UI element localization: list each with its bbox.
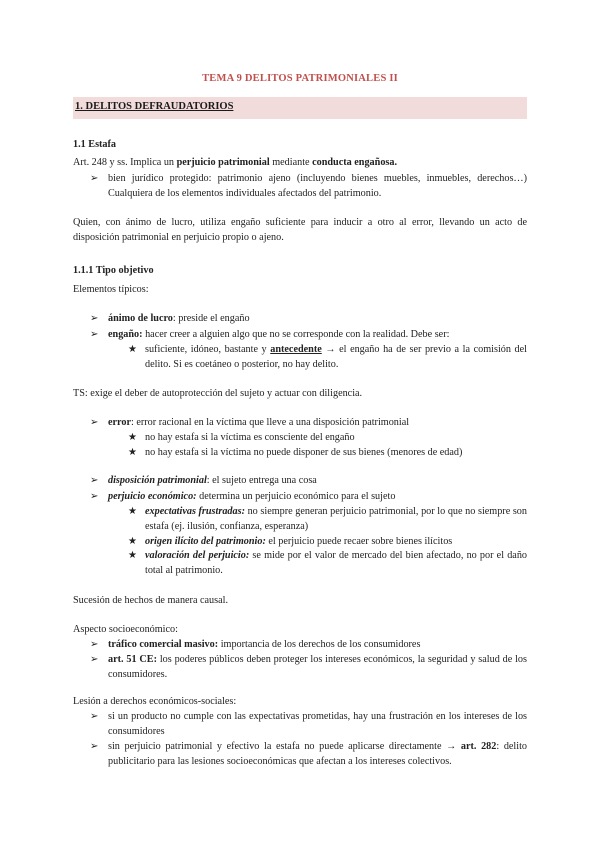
elementos-label: Elementos típicos: [73,284,149,295]
document-title: TEMA 9 DELITOS PATRIMONIALES II [202,73,398,84]
section-title: 1. DELITOS DEFRAUDATORIOS [75,101,234,112]
valoracion-item: valoración del perjuicio: se mide por el valor de mercado del bien afectado, no por el daño total al patrimonio. [145,550,527,576]
bien-juridico-text: bien jurídico protegido: patrimonio ajeno (incluyendo bienes muebles, inmuebles, derechos…) Cualquiera de los elementos individuales afectados del patrimonio. [108,173,527,199]
engano-item: engaño: hacer creer a alguien algo que no se corresponde con la realidad. Debe ser: [108,329,450,340]
arrow-bullet-icon: ➢ [90,654,99,665]
art-248-line: Art. 248 y ss. Implica un perjuicio patrimonial mediante conducta engañosa. [73,157,398,168]
trafico-item: tráfico comercial masivo: importancia de los derechos de los consumidores [108,639,421,650]
section-header [73,97,527,119]
error-subitem: no hay estafa si la víctima no puede disponer de sus bienes (menores de edad) [145,447,463,458]
expectativas-item: expectativas frustradas: no siempre generan perjuicio patrimonial, por lo que no siempre son estafa (ej. ilusión, confianza, esperanza) [145,506,527,532]
star-bullet-icon: ★ [128,506,137,517]
lesion-label: Lesión a derechos económicos-sociales: [73,696,237,707]
suficiente-item: suficiente, idóneo, bastante y antecedente → el engaño ha de ser previo a la comisión del delito. Si es coetáneo o posterior, no hay delito. [145,344,527,370]
art51-item: art. 51 CE: los poderes públicos deben proteger los intereses económicos, la seguridad y salud de los consumidores. [108,654,527,680]
star-bullet-icon: ★ [128,432,137,443]
arrow-bullet-icon: ➢ [90,173,99,184]
disposicion-item: disposición patrimonial: el sujeto entrega una cosa [108,475,317,486]
subsection-title-estafa: 1.1 Estafa [73,139,117,150]
star-bullet-icon: ★ [128,550,137,561]
definition-paragraph: Quien, con ánimo de lucro, utiliza engaño suficiente para inducir a otro al error, llevando un acto de disposición patrimonial en perjuicio propio o ajeno. [73,217,527,243]
arrow-bullet-icon: ➢ [90,741,99,752]
animo-item: ánimo de lucro: preside el engaño [108,313,250,324]
arrow-bullet-icon: ➢ [90,491,99,502]
aspecto-label: Aspecto socioeconómico: [73,624,178,635]
star-bullet-icon: ★ [128,536,137,547]
arrow-bullet-icon: ➢ [90,475,99,486]
error-subitem: no hay estafa si la víctima es consciente del engaño [145,432,355,443]
arrow-bullet-icon: ➢ [90,417,99,428]
star-bullet-icon: ★ [128,447,137,458]
lesion-item-2: sin perjuicio patrimonial y efectivo la estafa no puede aplicarse directamente → art. 282: delito publicitario para las lesiones socioeconómicas que afectan a los intereses colectivos. [108,741,528,767]
arrow-bullet-icon: ➢ [90,711,99,722]
error-item: error: error racional en la víctima que lleve a una disposición patrimonial [108,417,410,428]
arrow-bullet-icon: ➢ [90,639,99,650]
origen-item: origen ilícito del patrimonio: el perjuicio puede recaer sobre bienes ilícitos [145,536,453,547]
sucesion-paragraph: Sucesión de hechos de manera causal. [73,595,229,606]
lesion-item-1: si un producto no cumple con las expectativas prometidas, hay una frustración en los intereses de los consumidores [108,711,527,737]
arrow-bullet-icon: ➢ [90,313,99,324]
star-bullet-icon: ★ [128,344,137,355]
perjuicio-item: perjuicio económico: determina un perjuicio económico para el sujeto [108,491,396,502]
subsection-title-tipo-objetivo: 1.1.1 Tipo objetivo [73,265,154,276]
ts-paragraph: TS: exige el deber de autoprotección del sujeto y actuar con diligencia. [73,388,363,399]
arrow-bullet-icon: ➢ [90,329,99,340]
